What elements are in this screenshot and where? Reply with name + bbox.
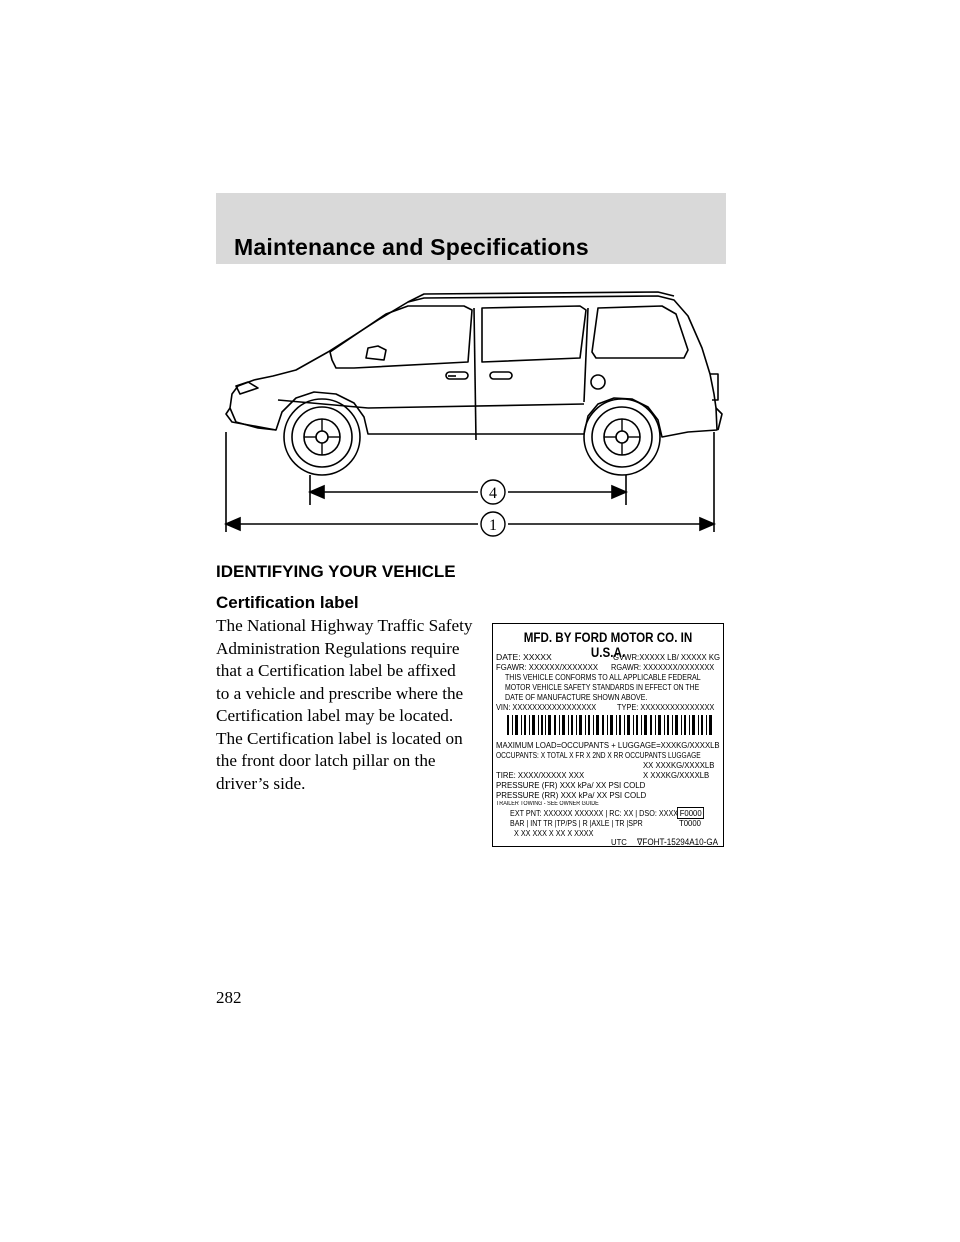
cert-pressure-front: PRESSURE (FR) XXX kPa/ XX PSI COLD [496, 780, 646, 790]
paragraph-line: to a vehicle and prescribe where the [216, 683, 464, 703]
cert-code-2: T0000 [679, 818, 701, 828]
cert-occupants-values: XX XXXKG/XXXXLB [643, 760, 715, 770]
cert-bar-row: BAR | INT TR |TP/PS | R |AXLE | TR |SPR [510, 818, 643, 828]
callout-1: 1 [489, 517, 497, 534]
triangle-marker-icon: ∇ [637, 837, 643, 847]
paragraph-line: The Certification label is located on [216, 728, 463, 748]
cert-conform-line: DATE OF MANUFACTURE SHOWN ABOVE. [505, 692, 648, 702]
cert-max-load: MAXIMUM LOAD=OCCUPANTS + LUGGAGE=XXXKG/XXXXLB [496, 740, 720, 750]
minivan-side-view-illustration [218, 290, 728, 550]
paragraph-line: Administration Regulations require [216, 638, 460, 658]
figure-id-text: FOHT-15294A10-GA [642, 837, 719, 847]
paragraph-line: The National Highway Traffic Safety [216, 616, 473, 635]
paragraph-line: the front door latch pillar on the [216, 751, 436, 770]
cert-code-box: F0000 [677, 807, 704, 819]
figure-id [637, 837, 718, 847]
callout-4: 4 [489, 485, 497, 502]
cert-tire: TIRE: XXXX/XXXXX XXX [496, 770, 585, 780]
subsection-heading: Certification label [216, 593, 359, 612]
cert-tire-values: X XXXKG/XXXXLB [643, 770, 710, 780]
body-paragraph [216, 615, 478, 795]
cert-utc: UTC [611, 837, 627, 847]
cert-x-row: X XX XXX X XX X XXXX [514, 828, 594, 838]
cert-type: TYPE: XXXXXXXXXXXXXXX [617, 702, 715, 712]
cert-rgawr: RGAWR: XXXXXXX/XXXXXXX [611, 662, 715, 672]
page-number: 282 [216, 988, 242, 1007]
cert-occupants: OCCUPANTS: X TOTAL X FR X 2ND X RR OCCUPANTS LUGGAGE [496, 750, 701, 760]
paragraph-line: that a Certification label be affixed [216, 661, 456, 680]
paragraph-line: Certification label may be located. [216, 706, 454, 725]
cert-fgawr: FGAWR: XXXXXX/XXXXXXX [496, 662, 599, 672]
paragraph-line: driver’s side. [216, 773, 306, 793]
certification-label-illustration [492, 623, 724, 847]
cert-label-title: MFD. BY FORD MOTOR CO. IN U.S.A. [523, 630, 693, 660]
vin-barcode [507, 715, 712, 735]
cert-gvwr: GVWR:XXXXX LB/ XXXXX KG [613, 652, 721, 662]
cert-vin: VIN: XXXXXXXXXXXXXXXXX [496, 702, 597, 712]
cert-conform-line: MOTOR VEHICLE SAFETY STANDARDS IN EFFECT ON THE [505, 682, 700, 692]
cert-date: DATE: XXXXX [496, 652, 552, 662]
page-title: Maintenance and Specifications [234, 234, 589, 260]
cert-ext-row: EXT PNT: XXXXXX XXXXXX | RC: XX | DSO: XXXX [510, 808, 679, 818]
cert-conform-line: THIS VEHICLE CONFORMS TO ALL APPLICABLE FEDERAL [505, 672, 701, 682]
cert-trailer-towing: TRAILER TOWING - SEE OWNER GUIDE [496, 801, 599, 807]
section-heading: IDENTIFYING YOUR VEHICLE [216, 562, 456, 581]
cert-pressure-rear: PRESSURE (RR) XXX kPa/ XX PSI COLD [496, 790, 647, 800]
